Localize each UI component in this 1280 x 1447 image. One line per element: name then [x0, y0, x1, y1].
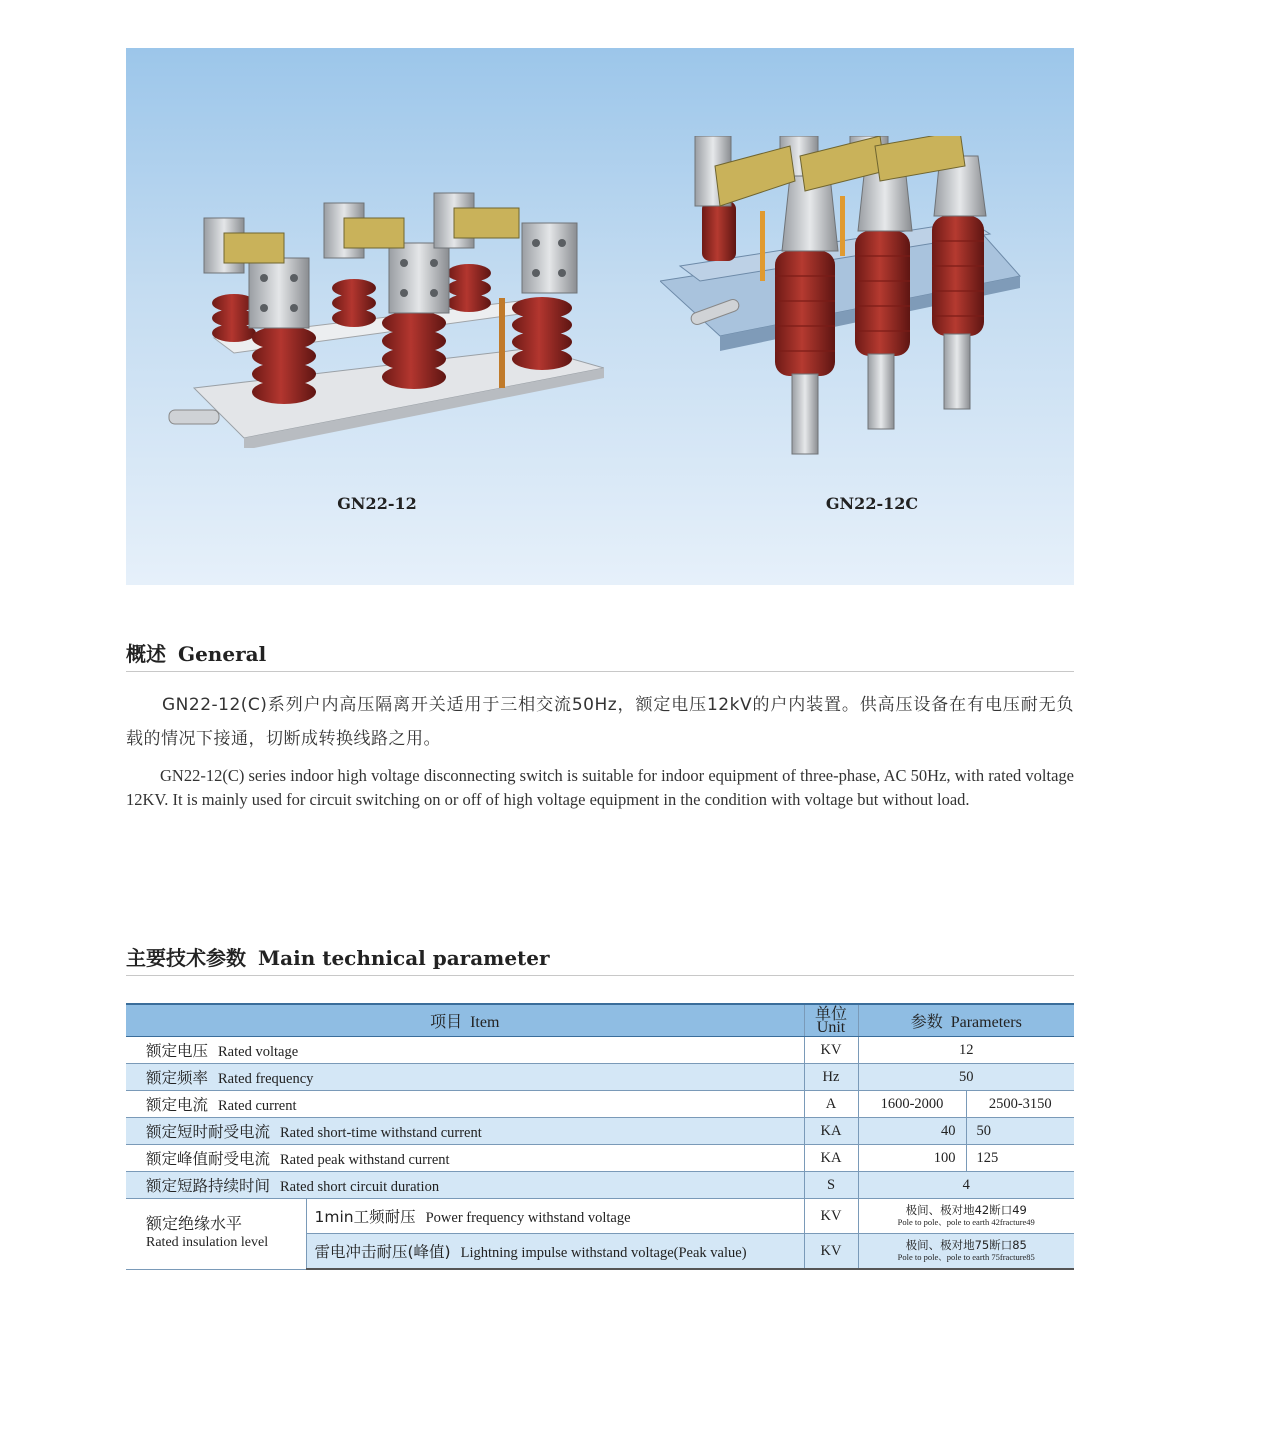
table-header-row — [126, 1004, 1074, 1037]
parameter-table — [126, 1003, 1074, 1270]
row-item: 额定电压 Rated voltage — [126, 1037, 804, 1064]
general-heading-en: General — [178, 642, 267, 666]
header-unit: 单位 Unit — [804, 1004, 858, 1037]
row-item: 额定电流 Rated current — [126, 1091, 804, 1118]
row-item: 额定频率 Rated frequency — [126, 1064, 804, 1091]
row-item: 额定峰值耐受电流 Rated peak withstand current — [126, 1145, 804, 1172]
header-item: 项目 Item — [126, 1004, 804, 1037]
general-text-en: GN22-12(C) series indoor high voltage disconnecting switch is suitable for indoor equipment of three-phase, AC 50Hz, with rated voltage 12KV. It is mainly used for circuit switching on or off of high voltage equipment in the condition with voltage but without load. — [126, 766, 1074, 809]
row-subitem: 1min工频耐压 Power frequency withstand voltage — [306, 1199, 804, 1234]
product-caption-gn22-12: GN22-12 — [337, 494, 417, 513]
row-value: 12 — [858, 1037, 1074, 1064]
general-heading-zh: 概述 — [126, 642, 166, 666]
row-unit: KV — [804, 1037, 858, 1064]
row-value-b: 50 — [966, 1118, 1074, 1145]
row-value-a: 1600-2000 — [858, 1091, 966, 1118]
row-unit: KV — [804, 1234, 858, 1270]
row-item: 额定短路持续时间 Rated short circuit duration — [126, 1172, 804, 1199]
row-value: 4 — [858, 1172, 1074, 1199]
product-caption-gn22-12c: GN22-12C — [825, 494, 919, 513]
row-item: 额定短时耐受电流 Rated short-time withstand current — [126, 1118, 804, 1145]
general-text-zh: GN22-12(C)系列户内高压隔离开关适用于三相交流50Hz，额定电压12kV的户内装置。供高压设备在有电压耐无负载的情况下接通，切断成转换线路之用。 — [126, 695, 1074, 749]
header-parameters: 参数 Parameters — [858, 1004, 1074, 1037]
table-row — [126, 1064, 1074, 1091]
insulation-label: 额定绝缘水平 Rated insulation level — [126, 1199, 306, 1270]
table-row — [126, 1091, 1074, 1118]
params-heading-en: Main technical parameter — [258, 946, 550, 970]
table-row — [126, 1037, 1074, 1064]
general-heading — [126, 638, 1074, 672]
params-heading-zh: 主要技术参数 — [126, 946, 246, 970]
table-row-insulation-power — [126, 1199, 1074, 1234]
row-unit: KA — [804, 1145, 858, 1172]
table-row — [126, 1118, 1074, 1145]
row-value-b: 2500-3150 — [966, 1091, 1074, 1118]
row-unit: Hz — [804, 1064, 858, 1091]
product-photo-gn22-12 — [164, 188, 604, 448]
row-value-a: 100 — [858, 1145, 966, 1172]
row-value: 50 — [858, 1064, 1074, 1091]
params-heading — [126, 942, 1074, 976]
row-unit: A — [804, 1091, 858, 1118]
product-image-panel — [126, 48, 1074, 585]
row-value: 极间、极对地75断口85 Pole to pole、pole to earth 75fracture85 — [858, 1234, 1074, 1270]
row-value-a: 40 — [858, 1118, 966, 1145]
product-photo-gn22-12c — [660, 136, 1030, 466]
row-unit: KV — [804, 1199, 858, 1234]
row-value-b: 125 — [966, 1145, 1074, 1172]
row-unit: S — [804, 1172, 858, 1199]
table-row — [126, 1172, 1074, 1199]
table-row — [126, 1145, 1074, 1172]
row-value: 极间、极对地42断口49 Pole to pole、pole to earth 42fracture49 — [858, 1199, 1074, 1234]
row-unit: KA — [804, 1118, 858, 1145]
row-subitem: 雷电冲击耐压(峰值) Lightning impulse withstand voltage(Peak value) — [306, 1234, 804, 1270]
